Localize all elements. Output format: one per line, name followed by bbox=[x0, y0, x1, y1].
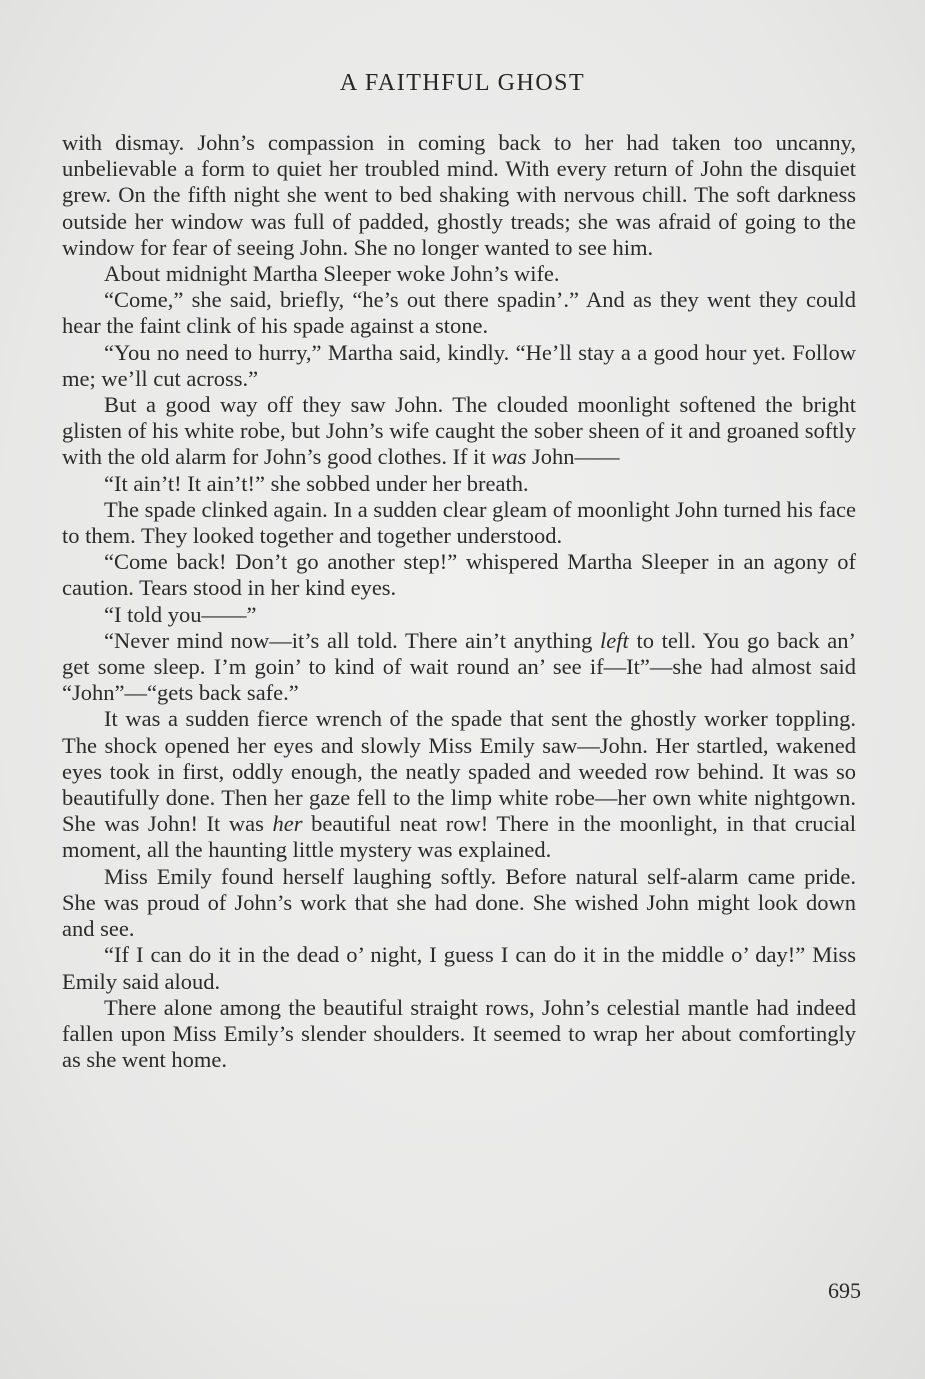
paragraph: There alone among the beautiful straight rows, John’s celestial mantle had indeed fallen upon Miss Emily’s slender shoulders. It seemed to wrap her about comfortingly as she went home. bbox=[62, 994, 856, 1073]
paragraph: “I told you——” bbox=[104, 601, 257, 627]
paragraph: “Come back! Don’t go another step!” whispered Martha Sleeper in an agony of caution. Tears stood in her kind eyes. bbox=[62, 549, 856, 601]
text-run: “Never mind now—it’s all told. There ain’t anything bbox=[104, 627, 601, 653]
paragraph: The spade clinked again. In a sudden clear gleam of moonlight John turned his face to them. They looked together and together understood. bbox=[62, 496, 856, 549]
text-run: beautiful neat row! There in the moonlight, in that crucial moment, all the haunting little mystery was explained. bbox=[62, 811, 856, 863]
page-number: 695 bbox=[828, 1278, 861, 1303]
emphasis: her bbox=[272, 811, 303, 837]
paragraph: About midnight Martha Sleeper woke John’s wife. bbox=[104, 261, 560, 287]
emphasis: was bbox=[491, 444, 527, 470]
body-text bbox=[62, 130, 856, 1073]
text-run: to tell. You go back an’ get some sleep. I’m goin’ to kind of wait round an’ see if—It”—she had almost said “John”—“gets back safe.” bbox=[62, 627, 857, 706]
text-run: But a good way off they saw John. The clouded moonlight softened the bright glisten of his white robe, but John’s wife caught the sober sheen of it and groaned softly with the old alarm for John’s good clothes. If it bbox=[62, 392, 856, 470]
paragraph: “You no need to hurry,” Martha said, kindly. “He’ll stay a a good hour yet. Follow me; we’ll cut across.” bbox=[62, 339, 856, 391]
paragraph bbox=[62, 628, 856, 707]
paragraph: “It ain’t! It ain’t!” she sobbed under her breath. bbox=[104, 470, 529, 496]
running-title: A FAITHFUL GHOST bbox=[339, 70, 586, 96]
paragraph-continued: with dismay. John’s compassion in coming back to her had taken too uncanny, unbelievable a form to quiet her troubled mind. With every return of John the disquiet grew. On the fifth night she went to bed shaking with nervous chill. The soft darkness outside her window was full of padded, ghostly treads; she was afraid of going to the window for fear of seeing John. She no longer wanted to see him. bbox=[62, 130, 856, 260]
paragraph bbox=[62, 706, 856, 863]
text-run: John—— bbox=[526, 444, 620, 470]
paragraph: “Come,” she said, briefly, “he’s out there spadin’.” And as they went they could hear the faint clink of his spade against a stone. bbox=[62, 287, 856, 339]
paragraph: “If I can do it in the dead o’ night, I guess I can do it in the middle o’ day!” Miss Emily said aloud. bbox=[62, 942, 856, 994]
text-run: It was a sudden fierce wrench of the spade that sent the ghostly worker toppling. The shock opened her eyes and slowly Miss Emily saw—John. Her startled, wakened eyes took in first, oddly enough, the neatly spaded and weeded row behind. It was so beautifully done. Then her gaze fell to the limp white robe—her own white nightgown. She was John! It was bbox=[62, 706, 856, 837]
emphasis: left bbox=[600, 627, 629, 653]
paragraph: Miss Emily found herself laughing softly. Before natural self-alarm came pride. She was proud of John’s work that she had done. She wished John might look down and see. bbox=[62, 863, 856, 942]
paragraph bbox=[62, 392, 856, 471]
